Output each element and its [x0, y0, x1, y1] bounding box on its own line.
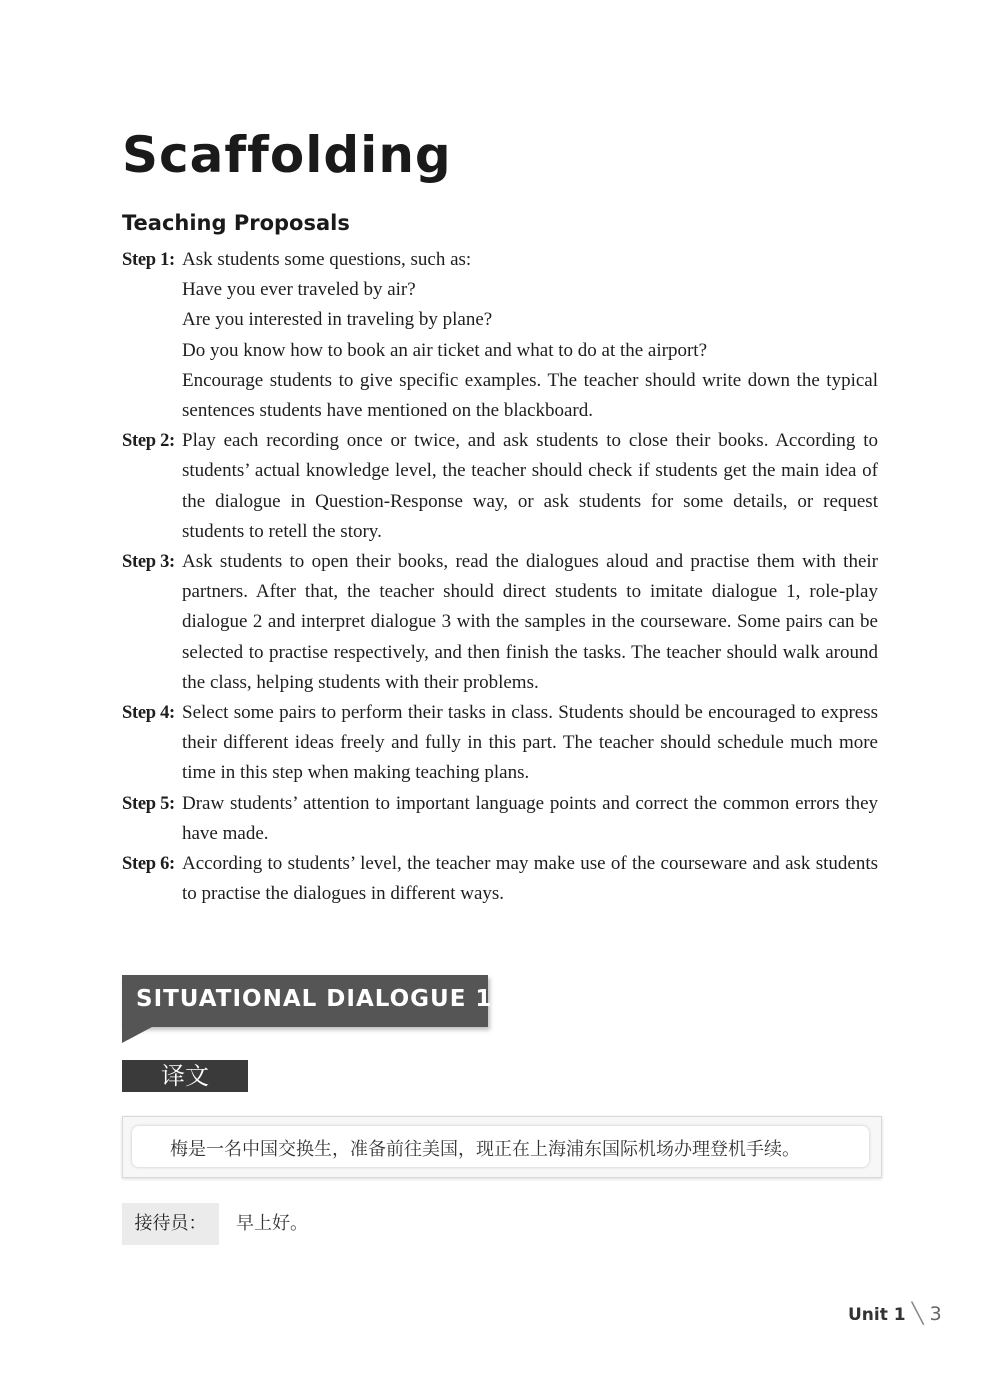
step-body	[182, 426, 878, 547]
step-label: Step 5:	[122, 793, 175, 814]
step-paragraph: Select some pairs to perform their tasks in class. Students should be encouraged to express their different ideas freely and fully in this part. The teacher should schedule much more time in this step when making teaching plans.	[182, 702, 878, 784]
page-footer	[848, 1301, 942, 1325]
question-line: Have you ever traveled by air?	[182, 279, 416, 301]
situational-dialogue-banner	[122, 975, 493, 1027]
step-6	[122, 849, 878, 909]
scene-description-box	[122, 1116, 882, 1178]
unit-label: Unit 1	[848, 1305, 906, 1325]
step-body	[182, 245, 878, 426]
question-line: Are you interested in traveling by plane?	[182, 309, 493, 331]
page-title: Scaffolding	[122, 126, 452, 184]
step-paragraph: According to students’ level, the teacher may make use of the courseware and ask students to practise the dialogues in different ways.	[182, 853, 878, 905]
step-body	[182, 849, 878, 909]
question-line: Do you know how to book an air ticket and what to do at the airport?	[182, 339, 708, 361]
step-paragraph: Ask students to open their books, read the dialogues aloud and practise them with their partners. After that, the teacher should direct students to imitate dialogue 1, role-play dialogue 2 and interpret dialogue 3 with the samples in the courseware. Some pairs can be selected to practise respectively, and then finish the tasks. The teacher should walk around the class, helping students with their problems.	[182, 551, 878, 693]
teaching-steps	[122, 245, 878, 909]
step-paragraph: Play each recording once or twice, and ask students to close their books. According to students’ actual knowledge level, the teacher should check if students get the main idea of the dialogue in Question-Response way, or ask students for some details, or request students to retell the story.	[182, 430, 878, 542]
scene-inner-panel	[132, 1126, 869, 1167]
footer-separator: ╲	[911, 1301, 924, 1325]
page-number: 3	[929, 1303, 942, 1325]
speaker-line: 早上好。	[236, 1213, 308, 1234]
scene-text: 梅是一名中国交换生，准备前往美国，现正在上海浦东国际机场办理登机手续。	[170, 1139, 800, 1160]
step-2	[122, 426, 878, 547]
step-label: Step 1:	[122, 250, 175, 270]
step-label: Step 6:	[122, 854, 175, 875]
step-label: Step 2:	[122, 431, 175, 452]
step-body	[182, 789, 878, 849]
step-label: Step 4:	[122, 703, 175, 724]
step-label: Step 3:	[122, 552, 175, 573]
banner-text: SITUATIONAL DIALOGUE 1	[136, 986, 493, 1012]
section-heading: Teaching Proposals	[122, 211, 350, 235]
step-paragraph: Draw students’ attention to important language points and correct the common errors they have made.	[182, 792, 878, 844]
step-5	[122, 789, 878, 849]
step-line: Ask students some questions, such as:	[182, 249, 472, 270]
step-4	[122, 698, 878, 789]
step-3	[122, 547, 878, 698]
step-1	[122, 245, 878, 426]
banner-tail-decoration	[122, 1027, 152, 1043]
step-paragraph: Encourage students to give specific examples. The teacher should write down the typical sentences students have mentioned on the blackboard.	[182, 369, 878, 422]
step-body	[182, 547, 878, 698]
translation-tag: 译文	[122, 1060, 248, 1092]
speaker-label: 接待员：	[122, 1203, 219, 1245]
step-body	[182, 698, 878, 789]
